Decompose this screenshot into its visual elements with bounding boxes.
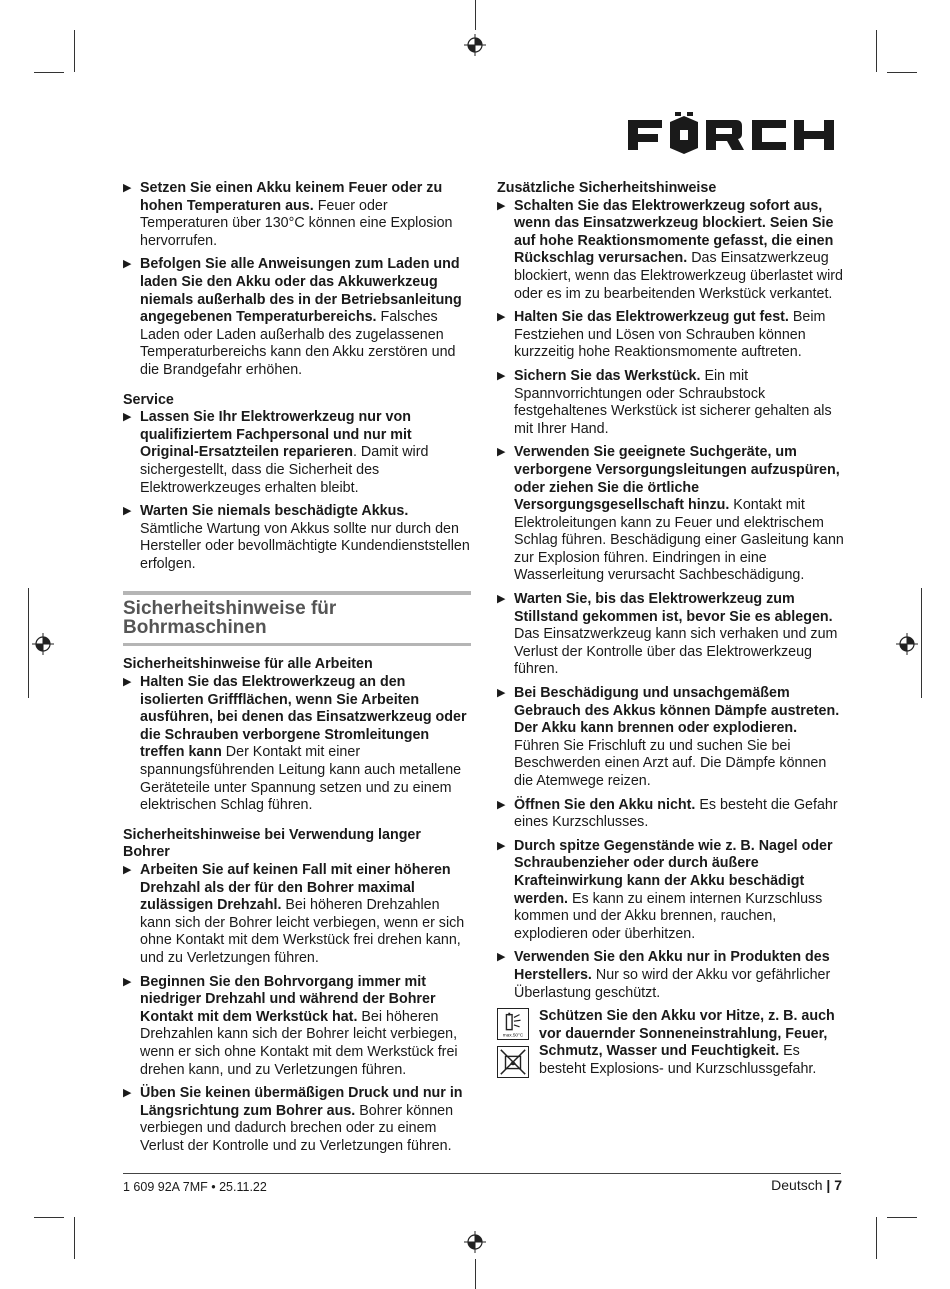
list-item — [497, 368, 845, 438]
crop-mark — [876, 30, 877, 72]
item-text: Führen Sie Frischluft zu und suchen Sie bei Beschwerden einen Arzt auf. Die Dämpfe können die Atemwege reizen. — [514, 737, 827, 789]
item-bold: Schalten Sie das Elektrowerkzeug sofort aus, wenn das Einsatzwerkzeug blockiert. Seien Sie auf hohe Reaktionsmomente gefasst, die einen Rückschlag verursachen. — [514, 197, 834, 267]
section-title-line1: Sicherheitshinweise für — [123, 598, 337, 620]
crop-mark — [475, 0, 476, 30]
item-text: Das Einsatzwerkzeug blockiert, wenn das Elektrowerkzeug überlastet wird oder es im zu bearbeitenden Werkstück verkantet. — [514, 250, 843, 302]
section-header — [123, 591, 471, 646]
registration-mark-left — [32, 633, 54, 655]
bullet-arrow-icon: ▶ — [123, 505, 132, 518]
item-text: . Damit wird sichergestellt, dass die Sicherheit des Elektrowerkzeuges erhalten bleibt. — [140, 444, 429, 496]
footer-rule — [123, 1173, 841, 1174]
bullet-arrow-icon: ▶ — [497, 446, 506, 459]
heat-protection-icon — [497, 1008, 529, 1040]
crop-mark — [876, 1217, 877, 1259]
right-column — [497, 180, 845, 1079]
item-text: Falsches Laden oder Laden außerhalb des zugelassenen Temperaturbereichs kann den Akku zerstören und die Brandgefahr erhöhen. — [140, 309, 456, 378]
item-bold: Lassen Sie Ihr Elektrowerkzeug nur von qualifiziertem Fachpersonal und nur mit Original-Ersatzteilen reparieren — [140, 409, 412, 461]
left-column — [123, 180, 471, 1162]
list-item — [497, 797, 845, 832]
item-bold: Arbeiten Sie auf keinen Fall mit einer höheren Drehzahl als der für den Bohrer maximal zulässigen Drehzahl. — [140, 862, 451, 914]
item-text: Es besteht Explosions- und Kurzschlussgefahr. — [539, 1043, 817, 1077]
list-item — [497, 309, 845, 362]
item-text: Der Kontakt mit einer spannungsführenden Leitung kann auch metallene Geräteteile unter Spannung setzen und zu einem elektrischen Schlag führen. — [140, 744, 462, 814]
bullet-arrow-icon: ▶ — [123, 676, 132, 689]
item-text: Beim Festziehen und Lösen von Schrauben können kurzzeitig hohe Reaktionsmomente auftreten. — [514, 309, 826, 361]
crop-mark — [921, 588, 922, 698]
crop-mark — [34, 1217, 64, 1218]
item-bold: Befolgen Sie alle Anweisungen zum Laden und laden Sie den Akku oder das Akkuwerkzeug niemals außerhalb des in der Betriebsanleitung angegebenen Temperaturbereichs. — [140, 256, 462, 326]
list-item — [123, 974, 471, 1080]
item-bold: Verwenden Sie den Akku nur in Produkten des Herstellers. — [514, 949, 830, 983]
item-bold: Beginnen Sie den Bohrvorgang immer mit niedriger Drehzahl und während der Bohrer Kontakt mit dem Werkstück hat. — [140, 973, 436, 1025]
bullet-arrow-icon: ▶ — [497, 311, 506, 324]
item-text: Sämtliche Wartung von Akkus sollte nur durch den Hersteller oder bevollmächtigte Kundendienststellen erfolgen. — [140, 520, 470, 572]
bullet-arrow-icon: ▶ — [123, 1087, 132, 1100]
registration-mark-top — [464, 34, 486, 56]
bullet-arrow-icon: ▶ — [123, 182, 132, 194]
item-bold: Verwenden Sie geeignete Suchgeräte, um verborgene Versorgungsleitungen aufzuspüren, oder ziehen Sie die örtliche Versorgungsgesellschaft hinzu. — [514, 444, 840, 514]
crop-mark — [34, 72, 64, 73]
list-item — [123, 674, 471, 815]
bullet-arrow-icon: ▶ — [497, 593, 506, 606]
no-fire-water-icon — [497, 1046, 529, 1078]
item-text: Bei höheren Drehzahlen kann sich der Bohrer leicht verbiegen, wenn er sich ohne Kontakt mit dem Werkstück frei drehen kann, und zu Verletzungen führen. — [140, 1008, 458, 1078]
item-text: Nur so wird der Akku vor gefährlicher Überlastung geschützt. — [514, 966, 831, 1001]
registration-mark-bottom — [464, 1231, 486, 1253]
item-bold: Schützen Sie den Akku vor Hitze, z. B. auch vor dauernder Sonneneinstrahlung, Feuer, Schmutz, Wasser und Feuchtigkeit. — [539, 1008, 835, 1060]
item-bold: Durch spitze Gegenstände wie z. B. Nagel oder Schraubenzieher oder durch äußere Krafteinwirkung kann der Akku beschädigt werden. — [514, 837, 833, 907]
bullet-arrow-icon: ▶ — [497, 951, 506, 964]
footer-separator: | — [826, 1177, 831, 1193]
item-bold: Setzen Sie einen Akku keinem Feuer oder zu hohen Temperaturen aus. — [140, 180, 443, 214]
list-item — [497, 591, 845, 679]
battery-protection-note — [497, 1008, 845, 1078]
item-text: Feuer oder Temperaturen über 130°C können eine Explosion hervorrufen. — [140, 197, 453, 249]
item-text: Ein mit Spannvorrichtungen oder Schraubstock festgehaltenes Werkstück ist sicherer gehalten als mit Ihrer Hand. — [514, 367, 832, 437]
bullet-arrow-icon: ▶ — [497, 687, 506, 700]
page-number: 7 — [834, 1177, 842, 1193]
item-text: Es besteht die Gefahr eines Kurzschlusses. — [514, 796, 838, 831]
crop-mark — [887, 1217, 917, 1218]
item-text: Das Einsatzwerkzeug kann sich verhaken und zum Verlust der Kontrolle über das Elektrowerkzeug führen. — [514, 626, 838, 678]
list-item — [497, 198, 845, 304]
item-text: Bohrer können verbiegen und dadurch brechen oder zu einem Verlust der Kontrolle und zu Verletzungen führen. — [140, 1102, 454, 1154]
list-item — [123, 256, 471, 379]
item-bold: Sichern Sie das Werkstück. — [514, 367, 701, 384]
bullet-arrow-icon: ▶ — [123, 411, 132, 424]
crop-mark — [475, 1259, 476, 1289]
item-bold: Öffnen Sie den Akku nicht. — [514, 796, 696, 813]
section-title-line2: Bohrmaschinen — [123, 617, 267, 639]
item-bold: Üben Sie keinen übermäßigen Druck und nur in Längsrichtung zum Bohrer aus. — [140, 1085, 463, 1119]
item-bold: Bei Beschädigung und unsachgemäßem Gebrauch des Akkus können Dämpfe austreten. Der Akku kann brennen oder explodieren. — [514, 685, 840, 737]
list-item — [497, 949, 845, 1002]
list-item — [123, 180, 471, 250]
icon-note-text — [539, 1008, 845, 1078]
item-text: Es kann zu einem internen Kurzschluss kommen und der Akku brennen, rauchen, explodieren oder überhitzen. — [514, 890, 823, 942]
item-text: Bei höheren Drehzahlen kann sich der Bohrer leicht verbiegen, wenn er sich ohne Kontakt mit dem Werkstück frei drehen kann, und zu Verletzungen führen. — [140, 897, 465, 966]
language-label: Deutsch — [771, 1177, 823, 1193]
bullet-arrow-icon: ▶ — [497, 199, 506, 212]
registration-mark-right — [896, 633, 918, 655]
bullet-arrow-icon: ▶ — [123, 258, 132, 271]
bullet-arrow-icon: ▶ — [497, 798, 506, 811]
page-footer-right — [771, 1177, 842, 1193]
item-bold: Halten Sie das Elektrowerkzeug an den isolierten Griffflächen, wenn Sie Arbeiten ausführen, bei denen das Einsatzwerkzeug oder die Schrauben verborgene Stromleitungen treffen kann — [140, 674, 467, 761]
warning-icons — [497, 1008, 531, 1078]
list-item — [123, 862, 471, 968]
service-heading: Service — [123, 391, 174, 408]
brand-logo — [628, 112, 842, 158]
additional-safety-heading: Zusätzliche Sicherheitshinweise — [497, 180, 717, 196]
item-bold: Warten Sie niemals beschädigte Akkus. — [140, 503, 409, 520]
bullet-arrow-icon: ▶ — [497, 839, 506, 852]
crop-mark — [74, 30, 75, 72]
list-item — [497, 685, 845, 791]
crop-mark — [28, 588, 29, 698]
list-item — [123, 409, 471, 497]
bullet-arrow-icon: ▶ — [497, 369, 506, 382]
list-item — [497, 838, 845, 944]
bullet-arrow-icon: ▶ — [123, 975, 132, 988]
list-item — [123, 1085, 471, 1155]
item-bold: Warten Sie, bis das Elektrowerkzeug zum Stillstand gekommen ist, bevor Sie es ablegen. — [514, 591, 833, 625]
list-item — [497, 444, 845, 585]
icon-temperature-label: max.50°C — [502, 1032, 524, 1038]
crop-mark — [887, 72, 917, 73]
item-text: Kontakt mit Elektroleitungen kann zu Feuer und elektrischem Schlag führen. Beschädigung einer Gasleitung kann zur Explosion führen. Eindringen in eine Wasserleitung verursacht Sachbeschädigung. — [514, 497, 844, 584]
list-item — [123, 503, 471, 573]
bullet-arrow-icon: ▶ — [123, 864, 132, 876]
item-bold: Halten Sie das Elektrowerkzeug gut fest. — [514, 309, 789, 326]
crop-mark — [74, 1217, 75, 1259]
subheading-long-drills: Sicherheitshinweise bei Verwendung langer Bohrer — [123, 826, 421, 861]
doc-code: 1 609 92A 7MF • 25.11.22 — [123, 1180, 267, 1194]
subheading-all-work: Sicherheitshinweise für alle Arbeiten — [123, 656, 373, 673]
